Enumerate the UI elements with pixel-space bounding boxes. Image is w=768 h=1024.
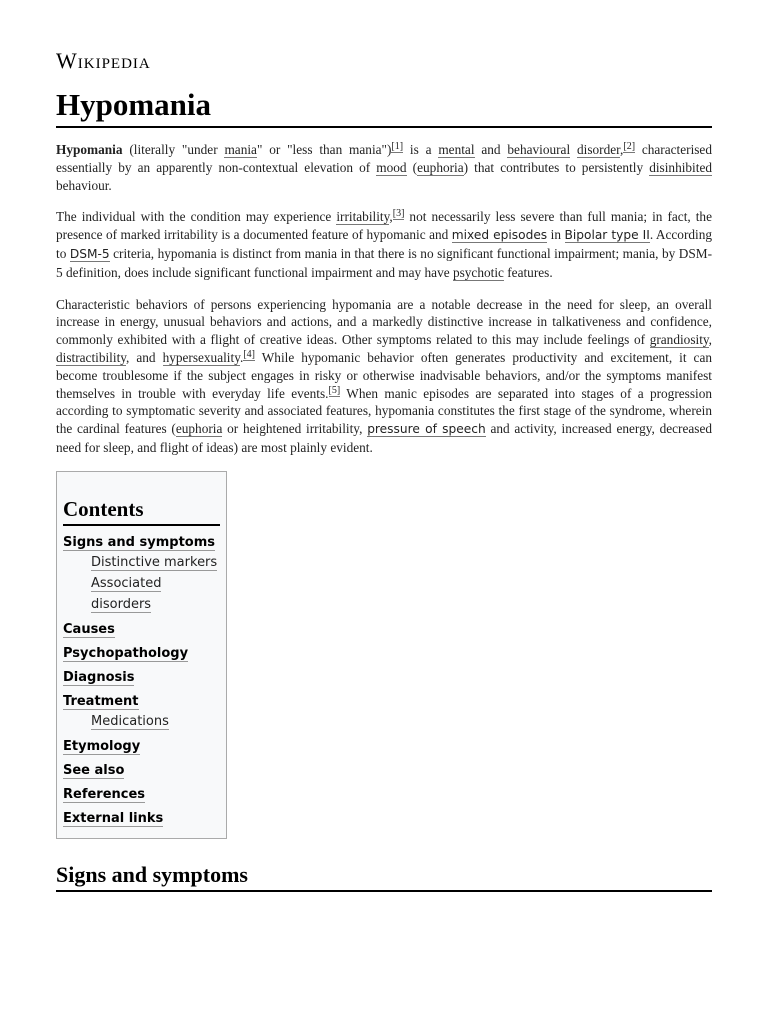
toc-item-label: Causes [63, 621, 115, 637]
text: features. [503, 264, 553, 280]
text: and activity, increased energy, decreased need for sleep, and flight of ideas) are most plainly evident. [56, 421, 713, 455]
link-irritability[interactable]: irritability [336, 209, 390, 225]
intro-paragraph-2 [56, 208, 712, 281]
link-dsm-5[interactable]: DSM-5 [69, 246, 110, 261]
toc-item-medications[interactable] [63, 711, 220, 732]
toc-item-diagnosis[interactable] [63, 669, 220, 687]
toc-item-label: References [63, 786, 146, 802]
link-bipolar-type-ii[interactable]: Bipolar type II [564, 228, 650, 243]
reference-1[interactable]: [1] [391, 141, 404, 152]
text: in [547, 227, 565, 243]
link-hypersexuality[interactable]: hypersexuality [162, 349, 240, 365]
reference-5[interactable]: [5] [328, 384, 341, 396]
intro-paragraph-1 [56, 141, 712, 194]
text: . According to [56, 227, 713, 261]
page [56, 48, 712, 910]
reference-4[interactable]: [4] [243, 348, 255, 360]
text: Characteristic behaviors of persons experiencing hypomania are a notable decrease in the need for sleep, an overall increase in energy, unusual behaviors and actions, and a markedly distinctive increase in talkativeness and confidence, commonly exhibited with a flight of creative ideas. Other symptoms related to this may include feelings of [56, 296, 712, 348]
link-mood[interactable]: mood [376, 159, 407, 175]
toc-item-label: Medications [91, 713, 169, 729]
text: not necessarily less severe than full mania; in fact, the presence of marked irritability is a documented feature of hypomanic and [56, 209, 712, 243]
toc-item-treatment[interactable] [63, 693, 220, 711]
text: behaviour. [56, 177, 112, 193]
link-mental[interactable]: mental [438, 142, 475, 157]
link-euphoria[interactable]: euphoria [417, 159, 464, 175]
reference-2[interactable]: [2] [623, 141, 636, 152]
toc-title: Contents [63, 496, 220, 526]
text: or heightened irritability, [222, 421, 368, 437]
text: , [620, 142, 624, 157]
toc-item-label: Signs and symptoms [63, 534, 215, 550]
text: ( [406, 159, 418, 175]
link-mixed-episodes[interactable]: mixed episodes [451, 228, 548, 243]
toc-item-etymology[interactable] [63, 738, 220, 756]
link-grandiosity[interactable]: grandiosity [649, 332, 709, 348]
term-bold: Hypomania [56, 142, 123, 157]
toc-item-signs-and-symptoms[interactable] [63, 534, 220, 552]
toc-item-label: External links [63, 810, 164, 826]
text: , [389, 209, 393, 225]
toc-item-label: See also [63, 762, 125, 778]
page-title: Hypomania [56, 86, 712, 128]
toc-item-distinctive-markers[interactable] [63, 552, 220, 573]
text: characterised essentially by an apparently non-contextual elevation of [56, 142, 712, 175]
text [570, 142, 577, 157]
link-mania[interactable]: mania [224, 142, 257, 157]
toc-item-label: Distinctive markers [91, 554, 218, 570]
toc-item-label: Diagnosis [63, 669, 135, 685]
text: and [474, 142, 508, 157]
text: is a [403, 142, 439, 157]
text: The individual with the condition may experience [56, 209, 337, 225]
text: " or "less than mania") [256, 142, 392, 157]
link-distractibility[interactable]: distractibility [56, 349, 127, 365]
reference-3[interactable]: [3] [392, 208, 405, 220]
toc-item-label: Associated disorders [91, 575, 162, 612]
table-of-contents [56, 471, 227, 839]
text: . [239, 349, 244, 365]
section-heading-signs-and-symptoms: Signs and symptoms [56, 861, 712, 892]
toc-item-label: Treatment [63, 693, 139, 709]
link-pressure-of-speech[interactable]: pressure of speech [367, 422, 486, 437]
link-disorder[interactable]: disorder [576, 142, 621, 157]
toc-item-label: Psychopathology [63, 645, 189, 661]
link-psychotic[interactable]: psychotic [452, 264, 504, 280]
text: While hypomanic behavior often generates productivity and excitement, it can become troublesome if the subject engages in risky or otherwise inadvisable behaviors, and/or the symptoms manifest themselves in trouble with everyday life events. [56, 349, 712, 401]
text: criteria, hypomania is distinct from mania in that there is no significant functional impairment; mania, by DSM-5 definition, does include significant functional impairment and may have [56, 245, 713, 280]
intro-paragraph-3 [56, 296, 712, 457]
toc-item-associated-disorders[interactable] [63, 573, 220, 615]
text: , and [126, 349, 163, 365]
link-behavioural[interactable]: behavioural [507, 142, 571, 157]
toc-item-external-links[interactable] [63, 810, 220, 828]
toc-item-psychopathology[interactable] [63, 645, 220, 663]
link-disinhibited[interactable]: disinhibited [649, 159, 712, 175]
text: ) that contributes to persistently [463, 159, 650, 175]
link-euphoria-2[interactable]: euphoria [175, 421, 223, 437]
toc-item-causes[interactable] [63, 621, 220, 639]
toc-item-see-also[interactable] [63, 762, 220, 780]
text: When manic episodes are separated into stages of a progression according to symptomatic severity and associated features, hypomania constitutes the first stage of the syndrome, wherein the cardinal features ( [56, 385, 713, 437]
toc-item-label: Etymology [63, 738, 141, 754]
toc-item-references[interactable] [63, 786, 220, 804]
text: , [708, 332, 712, 348]
wikipedia-wordmark[interactable]: Wikipedia [56, 48, 151, 73]
text: (literally "under [122, 142, 225, 157]
